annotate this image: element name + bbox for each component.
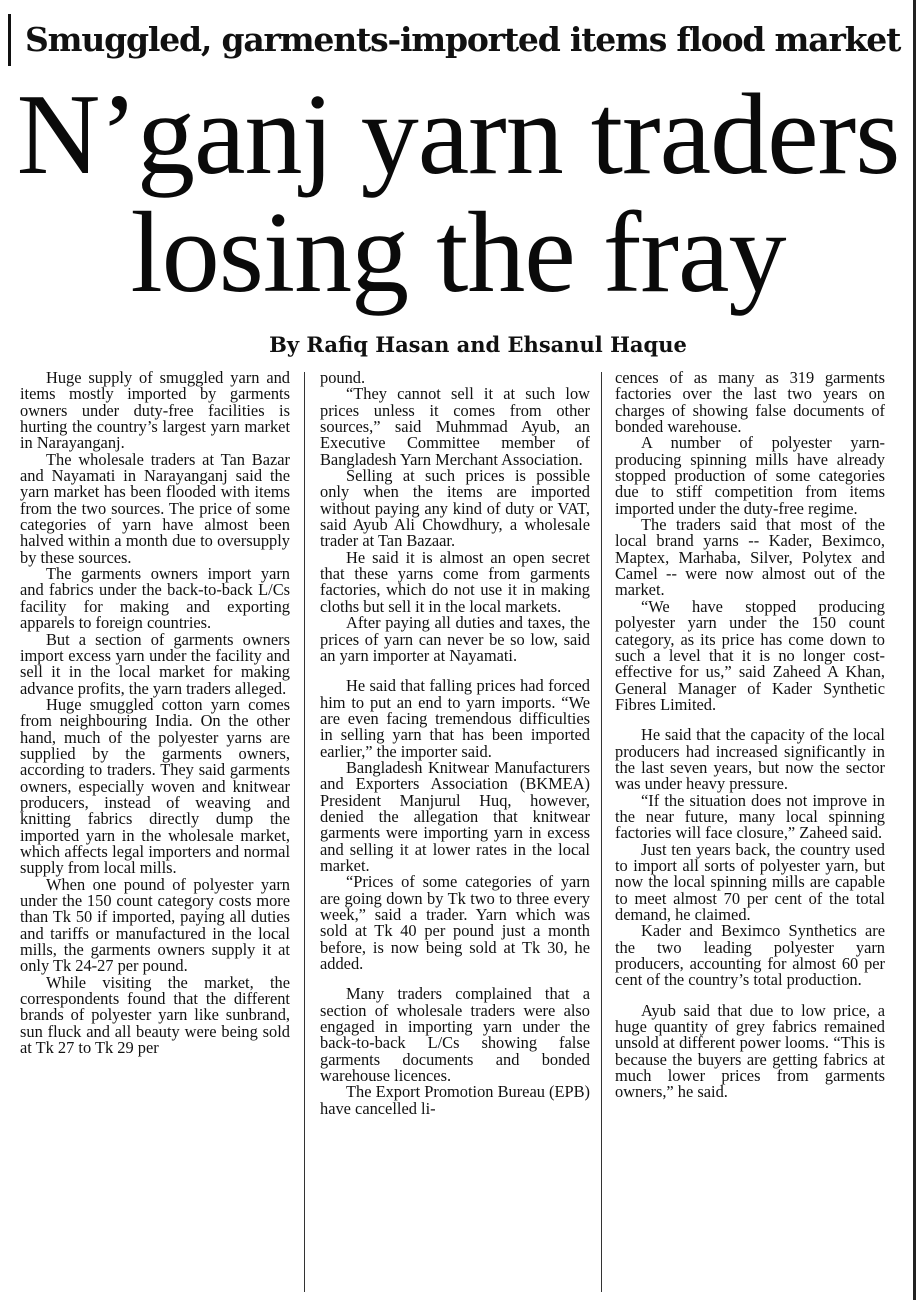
column-rule: [601, 372, 602, 1292]
paragraph: While visiting the market, the correspondents found that the different brands of polyester yarn like sunbrand, sun fluck and all beauty were being sold at Tk 27 to Tk 29 per: [20, 972, 290, 1058]
headline-line-2: losing the fray: [130, 189, 786, 317]
paragraph: Selling at such prices is possible only when the items are imported without paying any kind of duty or VAT, said Ayub Ali Chowdhury, a wholesale trader at Tan Bazaar.: [320, 466, 590, 551]
paragraph: Huge smuggled cotton yarn comes from neighbouring India. On the other hand, much of the polyester yarns are supplied by the garments owners, according to traders. They said garments owners, especially woven and knitwear producers, instead of weaving and knitting fabrics directly dump the imported yarn in the wholesale market, which affects legal importers and normal supply from local mills.: [20, 694, 290, 878]
paragraph: A number of polyester yarn-producing spinning mills have already stopped production of some categories due to stiff competition from items imported under the duty-free regime.: [615, 433, 885, 518]
paragraph: “If the situation does not improve in the near future, many local spinning factories will face closure,” Zaheed said.: [615, 790, 885, 843]
paragraph: When one pound of polyester yarn under the 150 count category costs more than Tk 50 if imported, paying all duties and tariffs or manufactured in the local mills, the garments owners supply it at only Tk 24-27 per pound.: [20, 874, 290, 976]
article-column-2: [320, 370, 590, 1295]
paragraph: Bangladesh Knitwear Manufacturers and Exporters Association (BKMEA) President Manjurul Huq, however, denied the allegation that knitwear garments were importing yarn in excess and selling it at lower rates in the local market.: [320, 757, 590, 875]
kicker-headline: Smuggled, garments-imported items flood market: [8, 14, 898, 66]
paragraph: “Prices of some categories of yarn are going down by Tk two to three every week,” said a trader. Yarn which was sold at Tk 40 per pound just a month before, is now being sold at Tk 30, he added.: [320, 872, 590, 974]
headline-line-1: N’ganj yarn traders: [16, 71, 900, 199]
paragraph: He said that the capacity of the local producers had increased significantly in the last seven years, but now the sector was under heavy pressure.: [615, 725, 885, 794]
paragraph: “They cannot sell it at such low prices unless it comes from other sources,” said Muhmmad Ayub, an Executive Committee member of Bangladesh Yarn Merchant Association.: [320, 384, 590, 469]
paragraph: But a section of garments owners import excess yarn under the facility and sell it in the local market for making advance profits, the yarn traders alleged.: [20, 629, 290, 698]
paragraph: The wholesale traders at Tan Bazar and Nayamati in Narayanganj said the yarn market has been flooded with items from the two sources. The price of some categories of yarn have almost been halved within a month due to oversupply by these sources.: [20, 449, 290, 567]
paragraph: pound.: [320, 370, 366, 387]
paragraph: “We have stopped producing polyester yarn under the 150 count category, as its price has come down to such a level that it is no longer cost-effective for us,” said Zaheed A Khan, General Manager of Kader Synthetic Fibres Limited.: [615, 596, 885, 714]
paragraph: The Export Promotion Bureau (EPB) have cancelled li-: [320, 1082, 590, 1118]
paragraph: He said it is almost an open secret that these yarns come from garments factories, which do not use it in making cloths but sell it in the local markets.: [320, 547, 590, 616]
byline: By Rafiq Hasan and Ehsanul Haque: [269, 332, 687, 357]
paragraph: Just ten years back, the country used to import all sorts of polyester yarn, but now the local spinning mills are capable to meet almost 70 per cent of the total demand, he claimed.: [615, 839, 885, 924]
article-column-3: [615, 370, 885, 1295]
paragraph: Many traders complained that a section of wholesale traders were also engaged in importing yarn under the back-to-back L/Cs showing false garments documents and bonded warehouse licences.: [320, 984, 590, 1086]
paragraph: After paying all duties and taxes, the prices of yarn can never be so low, said an yarn importer at Nayamati.: [320, 613, 590, 665]
paragraph: The traders said that most of the local brand yarns -- Kader, Beximco, Maptex, Marhaba, Silver, Polytex and Camel -- were now almost out of the market.: [615, 515, 885, 600]
paragraph: cences of as many as 319 garments factories over the last two years on charges of showing false documents of bonded warehouse.: [615, 370, 885, 437]
paragraph: He said that falling prices had forced him to put an end to yarn imports. “We are even facing tremendous difficulties in selling yarn that has been imported earlier,” the importer said.: [320, 676, 590, 761]
paragraph: Huge supply of smuggled yarn and items mostly imported by garments owners under duty-free facilities is hurting the country’s largest yarn market in Narayanganj.: [20, 370, 290, 453]
paragraph: Ayub said that due to low price, a huge quantity of grey fabrics remained unsold at different power looms. “This is because the buyers are getting fabrics at much lower prices from garments owners,” he said.: [615, 1000, 885, 1102]
paragraph: The garments owners import yarn and fabrics under the back-to-back L/Cs facility for making and exporting apparels to foreign countries.: [20, 564, 290, 633]
paragraph: Kader and Beximco Synthetics are the two leading polyester yarn producers, accounting for almost 60 per cent of the country’s total production.: [615, 921, 885, 990]
column-rule: [304, 372, 305, 1292]
article-column-1: [20, 370, 290, 1295]
